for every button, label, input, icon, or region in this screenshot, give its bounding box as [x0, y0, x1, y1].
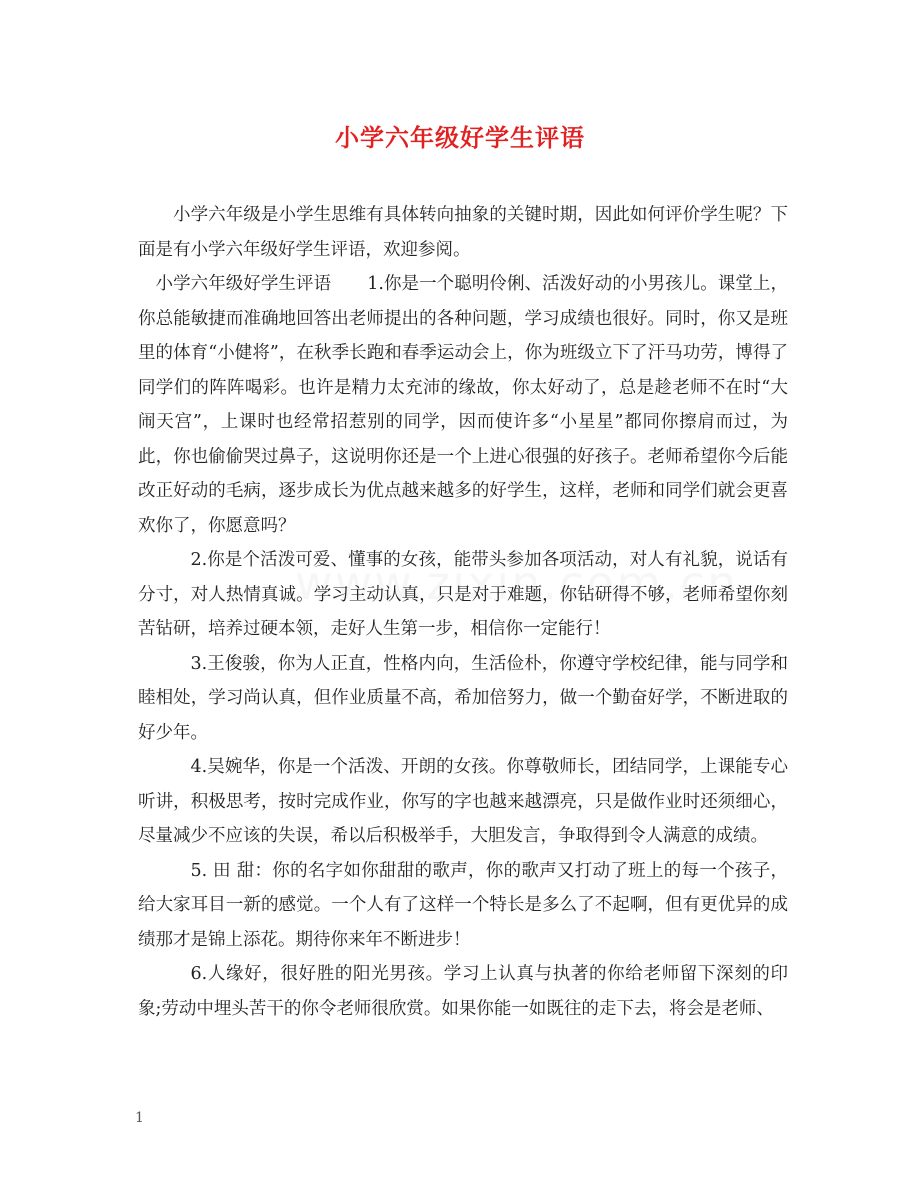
comment-3: 3.王俊骏，你为人正直，性格内向，生活俭朴，你遵守学校纪律，能与同学和睦相处，学习尚认真，但作业质量不高，希加倍努力，做一个勤奋好学，不断进取的好少年。 [138, 653, 788, 743]
section-heading: 小学六年级好学生评语 [155, 274, 332, 294]
comment-5: 5. 田 甜：你的名字如你甜甜的歌声，你的歌声又打动了班上的每一个孩子，给大家耳目一新的感觉。一个人有了这样一个特长是多么了不起啊，但有更优异的成绩那才是锦上添花。期待你来年不断进步！ [138, 860, 788, 950]
comment-2: 2.你是个活泼可爱、懂事的女孩，能带头参加各项活动，对人有礼貌，说话有分寸，对人热情真诚。学习主动认真，只是对于难题，你钻研得不够，老师希望你刻苦钻研，培养过硬本领，走好人生第一步，相信你一定能行！ [138, 550, 788, 639]
section-paragraph-1 [138, 267, 788, 543]
intro-paragraph: 小学六年级是小学生思维有具体转向抽象的关键时期，因此如何评价学生呢？下面是有小学六年级好学生评语，欢迎参阅。 [138, 205, 788, 260]
document-body [138, 198, 788, 1026]
document-title: 小学六年级好学生评语 [335, 123, 585, 152]
comment-4: 4.吴婉华，你是一个活泼、开朗的女孩。你尊敬师长，团结同学，上课能专心听讲，积极思考，按时完成作业，你写的字也越来越漂亮，只是做作业时还须细心，尽量减少不应该的失误，希以后积极举手，大胆发言，争取得到令人满意的成绩。 [138, 757, 788, 846]
comment-1: 1.你是一个聪明伶俐、活泼好动的小男孩儿。课堂上，你总能敏捷而准确地回答出老师提出的各种问题，学习成绩也很好。同时，你又是班里的体育“小健将”，在秋季长跑和春季运动会上，你为班级立下了汗马功劳，博得了同学们的阵阵喝彩。也许是精力太充沛的缘故，你太好动了，总是趁老师不在时“大闹天宫”，上课时也经常招惹别的同学，因而使许多“小星星”都同你擦肩而过，为此，你也偷偷哭过鼻子，这说明你还是一个上进心很强的好孩子。老师希望你今后能改正好动的毛病，逐步成长为优点越来越多的好学生，这样，老师和同学们就会更喜欢你了，你愿意吗？ [138, 274, 788, 536]
comment-6: 6.人缘好，很好胜的阳光男孩。学习上认真与执著的你给老师留下深刻的印象;劳动中埋头苦干的你令老师很欣赏。如果你能一如既往的走下去，将会是老师、 [138, 964, 788, 1019]
page-number: 1 [135, 1110, 144, 1126]
